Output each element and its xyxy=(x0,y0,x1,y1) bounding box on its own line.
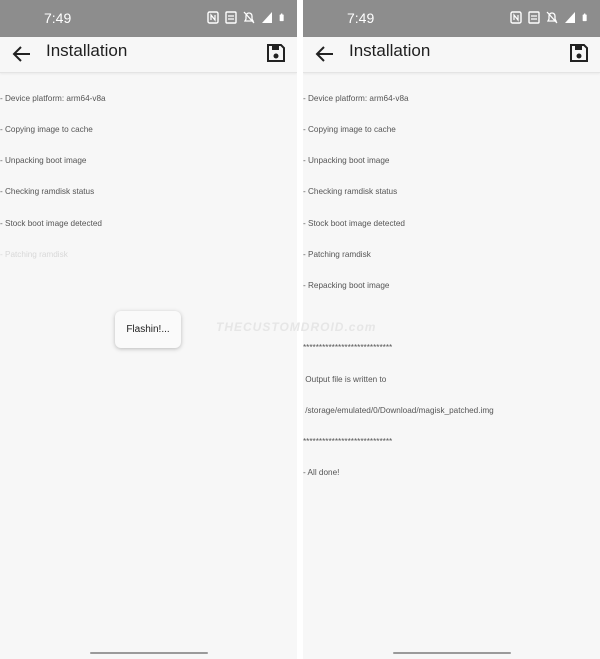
app-bar xyxy=(303,37,600,73)
vibrate-icon xyxy=(528,11,540,24)
log-separator: **************************** xyxy=(303,343,393,353)
log-line-faded: - Patching ramdisk xyxy=(0,249,68,259)
save-icon[interactable] xyxy=(568,42,590,64)
mute-icon xyxy=(546,11,558,24)
battery-icon xyxy=(279,11,287,24)
home-pill[interactable] xyxy=(90,652,208,654)
log-separator: **************************** xyxy=(303,437,393,447)
status-time: 7:49 xyxy=(347,10,375,26)
mute-icon xyxy=(243,11,255,24)
install-log xyxy=(0,73,297,281)
status-icons xyxy=(207,11,287,24)
nfc-icon xyxy=(510,11,522,24)
flashing-toast: Flashin!... xyxy=(115,311,181,348)
log-line: - Checking ramdisk status xyxy=(0,187,95,197)
log-line-done: - All done! xyxy=(303,468,340,478)
status-bar xyxy=(0,0,297,37)
log-line: - Unpacking boot image xyxy=(303,156,390,166)
log-line: - Stock boot image detected xyxy=(303,218,405,228)
back-arrow-icon[interactable] xyxy=(10,42,34,66)
battery-icon xyxy=(582,11,590,24)
log-line: - Checking ramdisk status xyxy=(303,187,398,197)
log-line: - Device platform: arm64-v8a xyxy=(0,93,106,103)
page-title: Installation xyxy=(349,41,431,60)
install-log xyxy=(303,73,600,499)
gesture-bar xyxy=(0,647,297,659)
gesture-bar xyxy=(303,647,600,659)
log-line: - Repacking boot image xyxy=(303,281,390,291)
log-line: - Stock boot image detected xyxy=(0,218,102,228)
save-icon[interactable] xyxy=(265,42,287,64)
back-arrow-icon[interactable] xyxy=(313,42,337,66)
log-line: - Device platform: arm64-v8a xyxy=(303,93,409,103)
watermark: THECUSTOMDROID.com xyxy=(216,320,377,334)
nfc-icon xyxy=(207,11,219,24)
signal-icon xyxy=(261,11,273,24)
log-line: - Patching ramdisk xyxy=(303,249,371,259)
status-time: 7:49 xyxy=(44,10,72,26)
log-line: - Copying image to cache xyxy=(0,125,93,135)
log-line: - Copying image to cache xyxy=(303,125,396,135)
app-bar xyxy=(0,37,297,73)
log-line: Output file is written to xyxy=(303,374,387,384)
status-icons xyxy=(510,11,590,24)
log-line: - Unpacking boot image xyxy=(0,156,87,166)
vibrate-icon xyxy=(225,11,237,24)
signal-icon xyxy=(564,11,576,24)
page-title: Installation xyxy=(46,41,128,60)
output-path: /storage/emulated/0/Download/magisk_patched.img xyxy=(303,405,494,415)
status-bar xyxy=(303,0,600,37)
home-pill[interactable] xyxy=(393,652,511,654)
